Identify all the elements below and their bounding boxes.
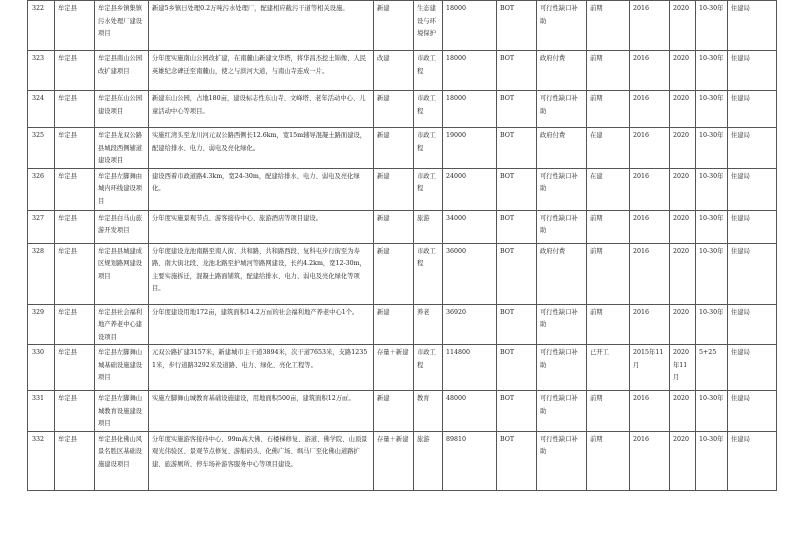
return-cell: 可行性缺口补助 — [537, 1, 587, 51]
mode-cell: BOT — [497, 128, 537, 169]
mode-cell: BOT — [497, 1, 537, 51]
table-row — [28, 243, 777, 304]
department-cell: 住建局 — [728, 168, 777, 210]
row-number: 332 — [28, 431, 55, 490]
stage-cell: 前期 — [587, 91, 630, 128]
mode-cell: BOT — [497, 304, 537, 345]
start-year-cell: 2016 — [630, 210, 670, 243]
row-number: 330 — [28, 345, 55, 391]
category-cell: 旅游 — [414, 431, 443, 490]
table-body — [28, 1, 777, 491]
county-cell: 牟定县 — [55, 1, 95, 51]
investment-cell: 18000 — [443, 51, 497, 91]
department-cell: 住建局 — [728, 91, 777, 128]
project-name-cell: 牟定县白马山旅游开发项目 — [95, 210, 149, 243]
period-cell: 10-30年 — [696, 91, 728, 128]
start-year-cell: 2016 — [630, 391, 670, 432]
category-cell: 市政工程 — [414, 168, 443, 210]
project-name-cell: 牟定县化佛山风景名胜区基础设施建设项目 — [95, 431, 149, 490]
department-cell: 住建局 — [728, 210, 777, 243]
category-cell: 生态建设与环境保护 — [414, 1, 443, 51]
end-year-cell: 2020 — [670, 304, 696, 345]
content-cell: 元双公路扩建3157米，新建城市主干道3894米，次干道7653米，支路12351米，步行道路3292米及道路、电力、绿化、亮化工程等。 — [149, 345, 374, 391]
content-cell: 实施红湾头至龙川河元双公路西侧长12.6km，宽15m辅导混凝土路面建设，配建给排水、电力、弱电及亮化绿化。 — [149, 128, 374, 169]
return-cell: 可行性缺口补助 — [537, 91, 587, 128]
table-row — [28, 210, 777, 243]
stage-cell: 前期 — [587, 431, 630, 490]
content-cell: 分年度实施南山公园改扩建，在南麓山新建文华塔，将华昌杰挖土锦像、人民英雄纪念碑迁至南麓山，使之与滨河大道，与南山寺连成一片。 — [149, 51, 374, 91]
category-cell: 市政工程 — [414, 91, 443, 128]
county-cell: 牟定县 — [55, 431, 95, 490]
stage-cell: 前期 — [587, 210, 630, 243]
mode-cell: BOT — [497, 91, 537, 128]
start-year-cell: 2016 — [630, 243, 670, 304]
period-cell: 10-30年 — [696, 51, 728, 91]
investment-cell: 36000 — [443, 243, 497, 304]
table-row — [28, 91, 777, 128]
row-number: 329 — [28, 304, 55, 345]
project-name-cell: 牟定县龙双公路县城段西侧辅道建设项目 — [95, 128, 149, 169]
category-cell: 市政工程 — [414, 345, 443, 391]
category-cell: 养老 — [414, 304, 443, 345]
mode-cell: BOT — [497, 168, 537, 210]
content-cell: 新建5乡镇日处理0.2万吨污水处理厂，配建相应截污干道等相关设施。 — [149, 1, 374, 51]
return-cell: 政府付费 — [537, 243, 587, 304]
table-row — [28, 391, 777, 432]
department-cell: 住建局 — [728, 304, 777, 345]
project-name-cell: 牟定县左脚舞山城教育设施建设项目 — [95, 391, 149, 432]
table-row — [28, 345, 777, 391]
period-cell: 10-30年 — [696, 1, 728, 51]
investment-cell: 36920 — [443, 304, 497, 345]
table-row — [28, 168, 777, 210]
end-year-cell: 2020 — [670, 128, 696, 169]
end-year-cell: 2020 — [670, 431, 696, 490]
county-cell: 牟定县 — [55, 391, 95, 432]
investment-cell: 89810 — [443, 431, 497, 490]
investment-cell: 34000 — [443, 210, 497, 243]
end-year-cell: 2020 — [670, 1, 696, 51]
content-cell: 分年度实施游客接待中心、99m高大佛、石楼梯修复、游道、佛学院、山顶景观光伟验区、景观节点修复、游船码头、化佛广场、飒马厂至化佛山道路扩建、旅游厕所、停车场补游客服务中心等项目建设。 — [149, 431, 374, 490]
build-type-cell: 新建 — [374, 243, 414, 304]
end-year-cell: 2020 — [670, 168, 696, 210]
return-cell: 可行性缺口补助 — [537, 345, 587, 391]
investment-cell: 48000 — [443, 391, 497, 432]
start-year-cell: 2016 — [630, 51, 670, 91]
row-number: 323 — [28, 51, 55, 91]
stage-cell: 前期 — [587, 243, 630, 304]
investment-cell: 114800 — [443, 345, 497, 391]
category-cell: 市政工程 — [414, 51, 443, 91]
category-cell: 教育 — [414, 391, 443, 432]
project-name-cell: 牟定县社会福利地产养老中心建设项目 — [95, 304, 149, 345]
project-name-cell: 牟定县左脚舞山城基础设施建设项目 — [95, 345, 149, 391]
category-cell: 市政工程 — [414, 128, 443, 169]
stage-cell: 在建 — [587, 168, 630, 210]
content-cell: 分年度建设用地172亩，建筑面积14.2万㎡的社会福利地产养老中心1个。 — [149, 304, 374, 345]
mode-cell: BOT — [497, 345, 537, 391]
build-type-cell: 存量＋新建 — [374, 431, 414, 490]
row-number: 328 — [28, 243, 55, 304]
build-type-cell: 存量＋新建 — [374, 345, 414, 391]
project-name-cell: 牟定县县城建成区规划路网建设项目 — [95, 243, 149, 304]
department-cell: 住建局 — [728, 431, 777, 490]
row-number: 322 — [28, 1, 55, 51]
department-cell: 住建局 — [728, 243, 777, 304]
mode-cell: BOT — [497, 210, 537, 243]
content-cell: 分年度建设龙池南路至南人街、共和路、共和路西段、复科屯步行街至为寿路、南大街北段、龙池北路至护城河等路网建设，长约4.2km，宽12-30m，主要实施拆迁，混凝土路面铺筑，配建给排水、电力、弱电及亮化绿化等项目。 — [149, 243, 374, 304]
county-cell: 牟定县 — [55, 168, 95, 210]
start-year-cell: 2016 — [630, 168, 670, 210]
build-type-cell: 新建 — [374, 391, 414, 432]
return-cell: 可行性缺口补助 — [537, 304, 587, 345]
mode-cell: BOT — [497, 243, 537, 304]
stage-cell: 在建 — [587, 128, 630, 169]
period-cell: 5+25 — [696, 345, 728, 391]
mode-cell: BOT — [497, 431, 537, 490]
stage-cell: 已开工 — [587, 345, 630, 391]
county-cell: 牟定县 — [55, 91, 95, 128]
period-cell: 10-30年 — [696, 304, 728, 345]
build-type-cell: 新建 — [374, 91, 414, 128]
table-row — [28, 304, 777, 345]
table-row — [28, 51, 777, 91]
content-cell: 建设西着市政道路4.3km，宽24-30m，配建给排水、电力、弱电及亮化绿化。 — [149, 168, 374, 210]
stage-cell: 前期 — [587, 391, 630, 432]
category-cell: 市政工程 — [414, 243, 443, 304]
start-year-cell: 2016 — [630, 128, 670, 169]
department-cell: 住建局 — [728, 128, 777, 169]
department-cell: 住建局 — [728, 345, 777, 391]
start-year-cell: 2015年11月 — [630, 345, 670, 391]
project-table-sheet — [27, 0, 776, 491]
period-cell: 10-30年 — [696, 431, 728, 490]
period-cell: 10-30年 — [696, 210, 728, 243]
start-year-cell: 2016 — [630, 431, 670, 490]
category-cell: 旅游 — [414, 210, 443, 243]
stage-cell: 前期 — [587, 51, 630, 91]
end-year-cell: 2020 — [670, 391, 696, 432]
investment-cell: 18000 — [443, 91, 497, 128]
mode-cell: BOT — [497, 51, 537, 91]
start-year-cell: 2016 — [630, 91, 670, 128]
return-cell: 可行性缺口补助 — [537, 431, 587, 490]
content-cell: 新建东山公园，占地180亩，建设标志性东山寺、文峰塔、老年活动中心、儿童活动中心等项目。 — [149, 91, 374, 128]
build-type-cell: 新建 — [374, 1, 414, 51]
investment-cell: 24000 — [443, 168, 497, 210]
period-cell: 10-30年 — [696, 243, 728, 304]
project-name-cell: 牟定县东山公园建设项目 — [95, 91, 149, 128]
row-number: 331 — [28, 391, 55, 432]
return-cell: 可行性缺口补助 — [537, 391, 587, 432]
mode-cell: BOT — [497, 391, 537, 432]
content-cell: 实施左脚舞山城教育基础设施建设，用地面积500亩，建筑面积12万㎡。 — [149, 391, 374, 432]
county-cell: 牟定县 — [55, 128, 95, 169]
build-type-cell: 改建 — [374, 51, 414, 91]
build-type-cell: 新建 — [374, 128, 414, 169]
project-name-cell: 牟定县南山公园改扩建项目 — [95, 51, 149, 91]
department-cell: 住建局 — [728, 51, 777, 91]
return-cell: 可行性缺口补助 — [537, 210, 587, 243]
period-cell: 10-30年 — [696, 391, 728, 432]
county-cell: 牟定县 — [55, 210, 95, 243]
end-year-cell: 2020年11月 — [670, 345, 696, 391]
project-name-cell: 牟定县乡镇集镇污水处理厂建设项目 — [95, 1, 149, 51]
table-row — [28, 1, 777, 51]
build-type-cell: 新建 — [374, 304, 414, 345]
period-cell: 10-30年 — [696, 128, 728, 169]
row-number: 325 — [28, 128, 55, 169]
end-year-cell: 2020 — [670, 91, 696, 128]
stage-cell: 前期 — [587, 1, 630, 51]
department-cell: 住建局 — [728, 1, 777, 51]
stage-cell: 前期 — [587, 304, 630, 345]
county-cell: 牟定县 — [55, 304, 95, 345]
row-number: 324 — [28, 91, 55, 128]
project-name-cell: 牟定县左脚舞由城内环线建设项目 — [95, 168, 149, 210]
investment-cell: 19000 — [443, 128, 497, 169]
project-table — [27, 0, 777, 491]
build-type-cell: 新建 — [374, 210, 414, 243]
county-cell: 牟定县 — [55, 51, 95, 91]
start-year-cell: 2016 — [630, 1, 670, 51]
return-cell: 政府付费 — [537, 128, 587, 169]
end-year-cell: 2020 — [670, 51, 696, 91]
build-type-cell: 新建 — [374, 168, 414, 210]
investment-cell: 18000 — [443, 1, 497, 51]
county-cell: 牟定县 — [55, 243, 95, 304]
row-number: 326 — [28, 168, 55, 210]
table-row — [28, 431, 777, 490]
start-year-cell: 2016 — [630, 304, 670, 345]
return-cell: 政府付费 — [537, 51, 587, 91]
row-number: 327 — [28, 210, 55, 243]
county-cell: 牟定县 — [55, 345, 95, 391]
period-cell: 10-30年 — [696, 168, 728, 210]
table-row — [28, 128, 777, 169]
return-cell: 可行性缺口补助 — [537, 168, 587, 210]
content-cell: 分年度实施景观节点、游客接待中心、旅游酒店等项目建设。 — [149, 210, 374, 243]
end-year-cell: 2020 — [670, 210, 696, 243]
end-year-cell: 2020 — [670, 243, 696, 304]
department-cell: 住建局 — [728, 391, 777, 432]
